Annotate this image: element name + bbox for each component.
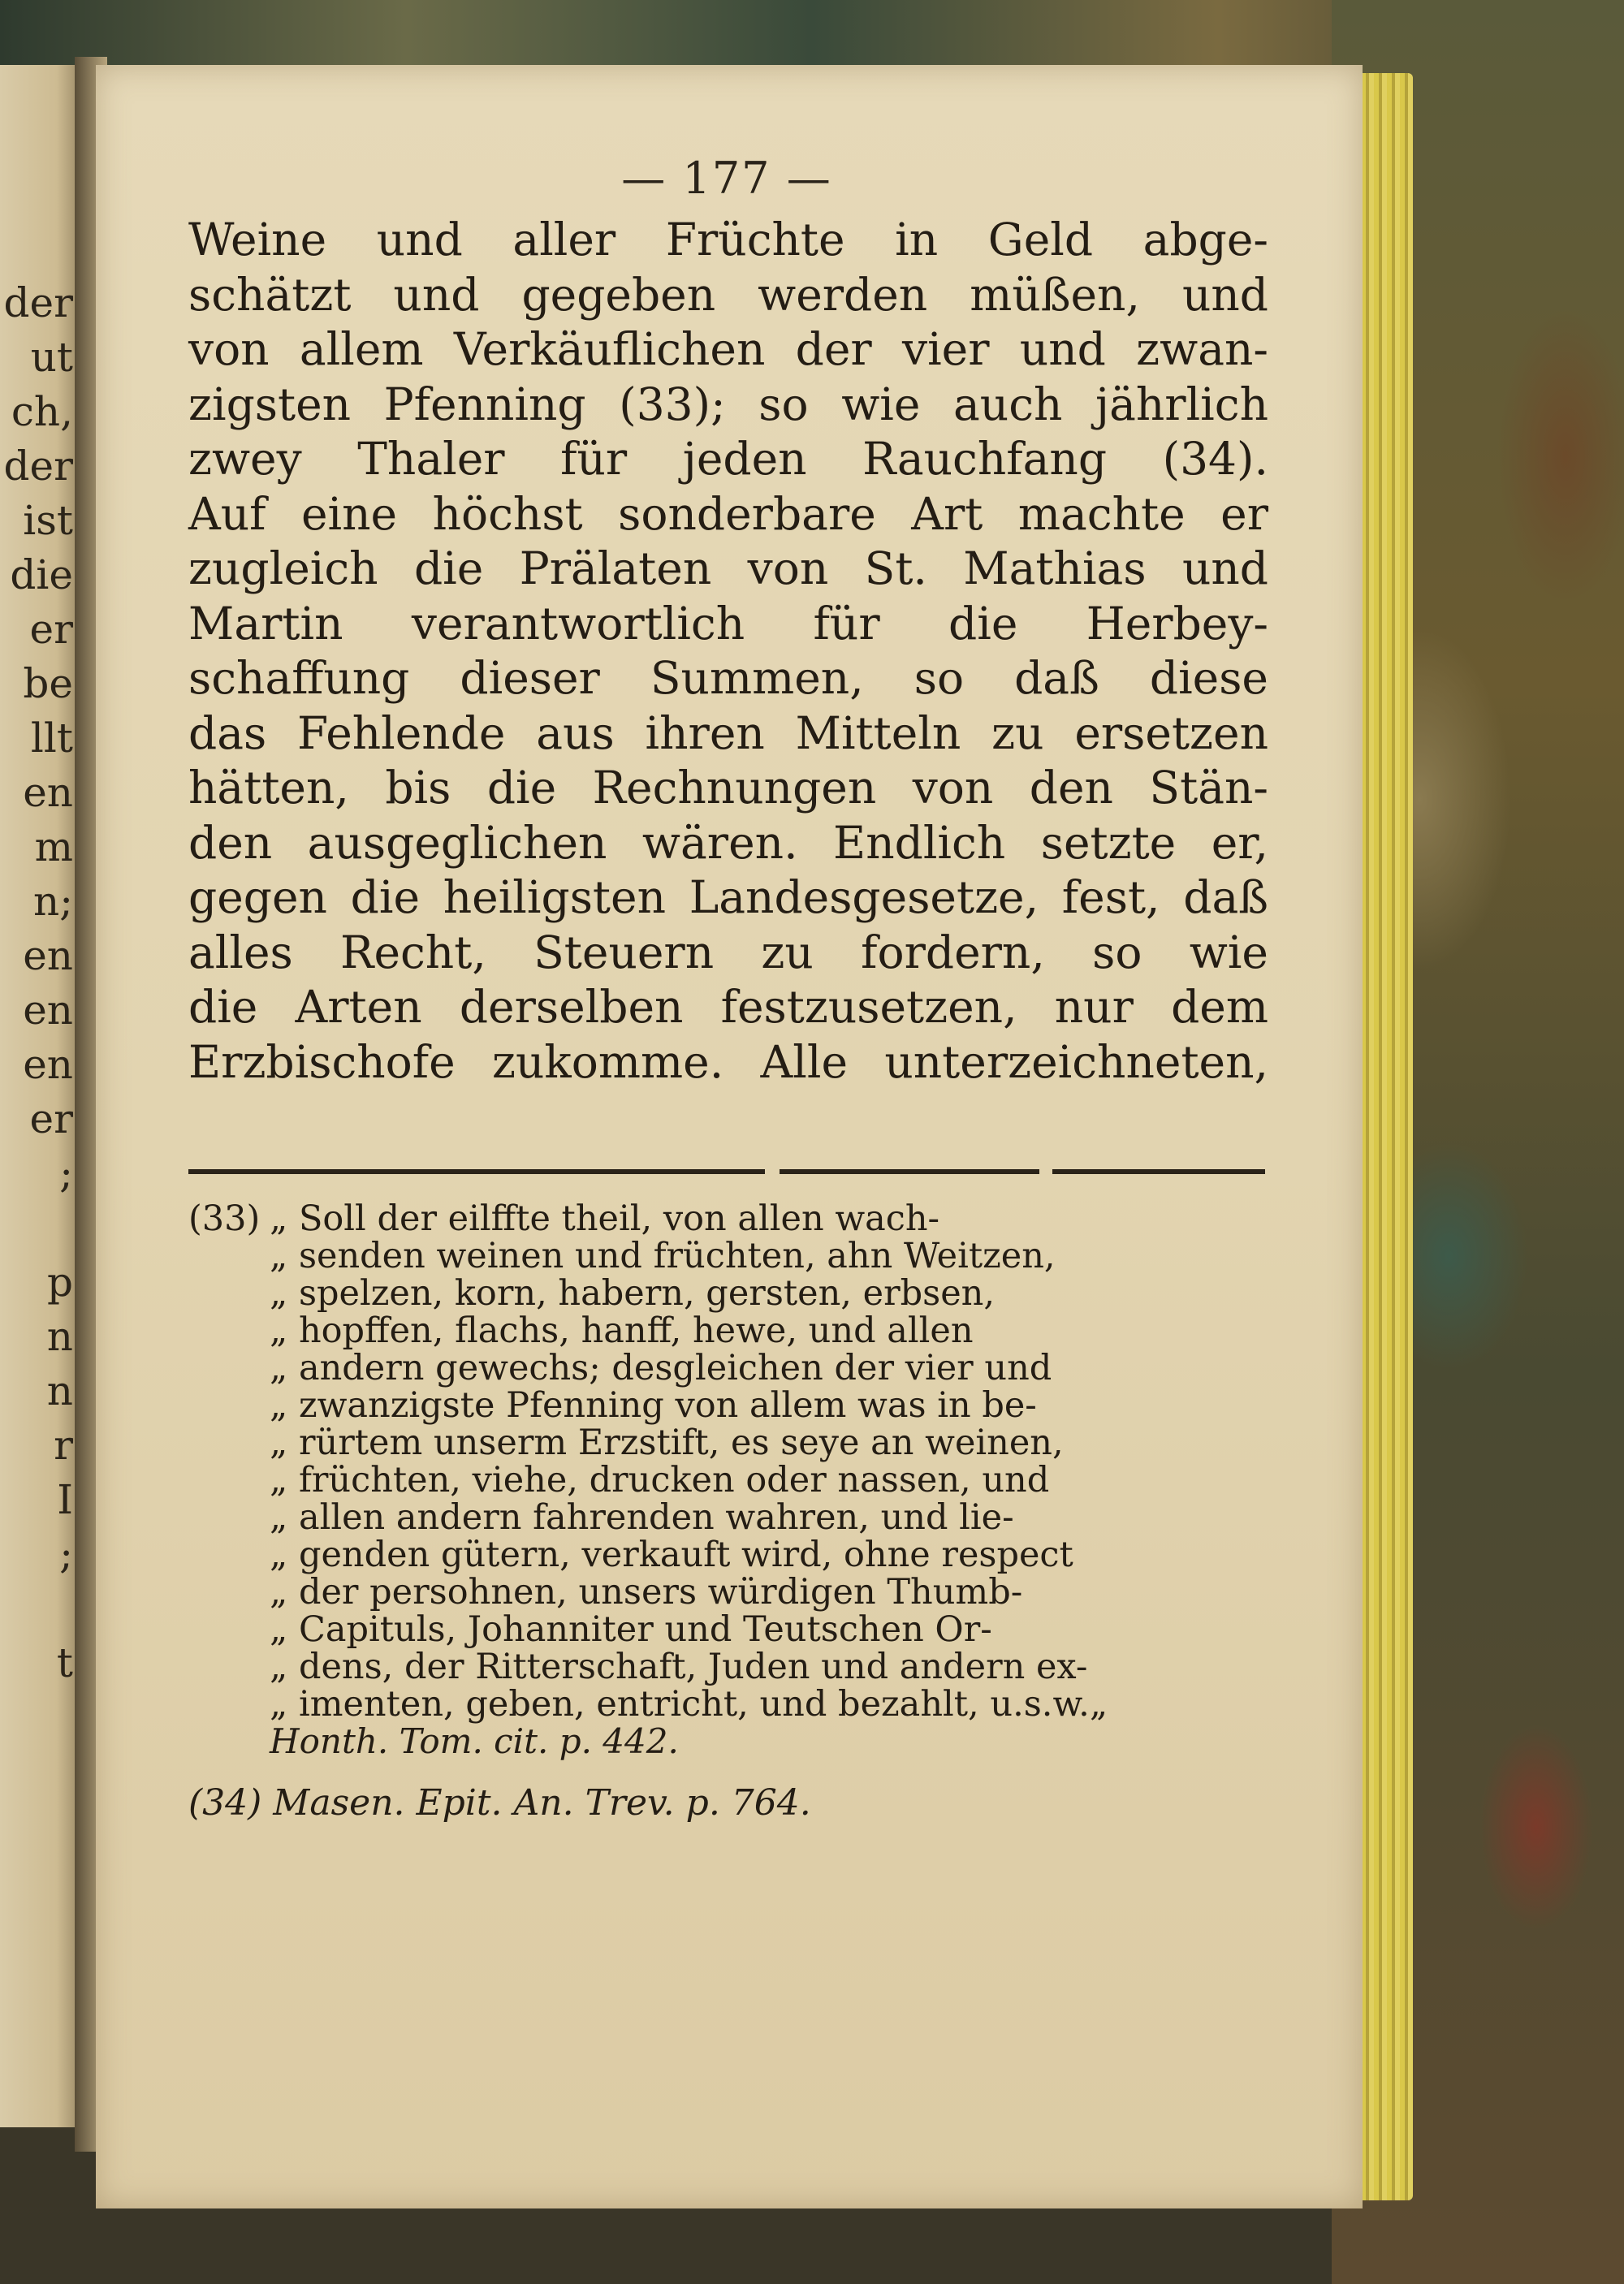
footnote-33-line (188, 1536, 1268, 1574)
footnote-33-text: „ Capituls, Johanniter und Teutschen Or- (270, 1609, 992, 1650)
footnote-33-line (188, 1349, 1268, 1387)
footnote-33-text: „ genden gütern, verkauft wird, ohne respect (270, 1535, 1073, 1575)
text-line: Martin verantwortlich für die Herbey- (188, 597, 1268, 650)
text-line: zigsten Pfenning (33); so wie auch jährlich (188, 378, 1268, 430)
footnote-33-text: „ früchten, viehe, drucken oder nassen, und (270, 1460, 1050, 1500)
footnote-33-text: „ spelzen, korn, habern, gersten, erbsen, (270, 1273, 996, 1314)
footnote-33-marker: (33) (188, 1198, 261, 1239)
text-line: hätten, bis die Rechnungen von den Stän- (188, 762, 1268, 814)
footnote-divider-middle (780, 1169, 1039, 1174)
footnote-33-reference: Honth. Tom. cit. p. 442. (270, 1721, 679, 1761)
previous-page-fragments: der ut ch, der ist die er be llt en m n; en en en er ; p n n r I ; t (3, 279, 73, 1686)
text-line: das Fehlende aus ihren Mitteln zu ersetzen (188, 706, 1268, 759)
footnote-33-line (188, 1499, 1268, 1536)
text-line: gegen die heiligsten Landesgesetze, fest, daß (188, 871, 1268, 923)
footnote-33-text: „ der persohnen, unsers würdigen Thumb- (270, 1572, 1023, 1613)
footnote-33-line (188, 1611, 1268, 1648)
footnote-33-text: „ hopffen, flachs, hanff, hewe, und allen (270, 1310, 974, 1351)
text-line: schaffung dieser Summen, so daß diese (188, 652, 1268, 704)
text-line: den ausgeglichen wären. Endlich setzte er, (188, 816, 1268, 869)
footnote-33-text: „ senden weinen und früchten, ahn Weitzen, (270, 1236, 1056, 1276)
text-line: die Arten derselben festzusetzen, nur dem (188, 981, 1268, 1033)
footnote-33-text: „ andern gewechs; desgleichen der vier und (270, 1348, 1052, 1388)
text-line: Auf eine höchst sonderbare Art machte er (188, 487, 1268, 540)
footnote-divider-left (188, 1169, 765, 1174)
footnote-33-line (188, 1275, 1268, 1312)
footnote-33-line (188, 1574, 1268, 1611)
footnote-33-line (188, 1387, 1268, 1424)
text-line: zwey Thaler für jeden Rauchfang (34). (188, 433, 1268, 485)
footnote-33-text: „ dens, der Ritterschaft, Juden und andern ex- (270, 1647, 1088, 1687)
footnotes (188, 1200, 1268, 1822)
text-line: zugleich die Prälaten von St. Mathias und (188, 542, 1268, 594)
main-text (188, 213, 1268, 1090)
footnote-divider-right (1052, 1169, 1265, 1174)
footnote-33-line (188, 1200, 1268, 1237)
footnote-33-text: „ Soll der eilffte theil, von allen wach- (270, 1198, 940, 1239)
text-line: von allem Verkäuflichen der vier und zwan- (188, 323, 1268, 375)
footnote-33-text: „ allen andern fahrenden wahren, und lie- (270, 1497, 1014, 1538)
text-line: Weine und aller Früchte in Geld abge- (188, 214, 1268, 266)
footnote-33-line (188, 1312, 1268, 1349)
footnote-33-text: „ imenten, geben, entricht, und bezahlt, u.s.w.„ (270, 1684, 1108, 1725)
text-line: alles Recht, Steuern zu fordern, so wie (188, 926, 1268, 978)
footnote-33-line (188, 1648, 1268, 1686)
previous-page-edge (0, 65, 84, 2127)
footnote-33-text: „ rürtem unserm Erzstift, es seye an weinen, (270, 1423, 1064, 1463)
footnote-33-line (188, 1424, 1268, 1462)
text-line: Erzbischofe zukomme. Alle unterzeichneten, (188, 1035, 1268, 1088)
text-line: schätzt und gegeben werden müßen, und (188, 268, 1268, 321)
footnote-33-text: „ zwanzigste Pfenning von allem was in be- (270, 1385, 1037, 1426)
footnote-33-line (188, 1462, 1268, 1499)
footnote-33-line (188, 1237, 1268, 1275)
page-number: — 177 — (621, 153, 832, 204)
footnote-34: (34) Masen. Epit. An. Trev. p. 764. (188, 1782, 811, 1824)
footnote-33-line (188, 1686, 1268, 1723)
